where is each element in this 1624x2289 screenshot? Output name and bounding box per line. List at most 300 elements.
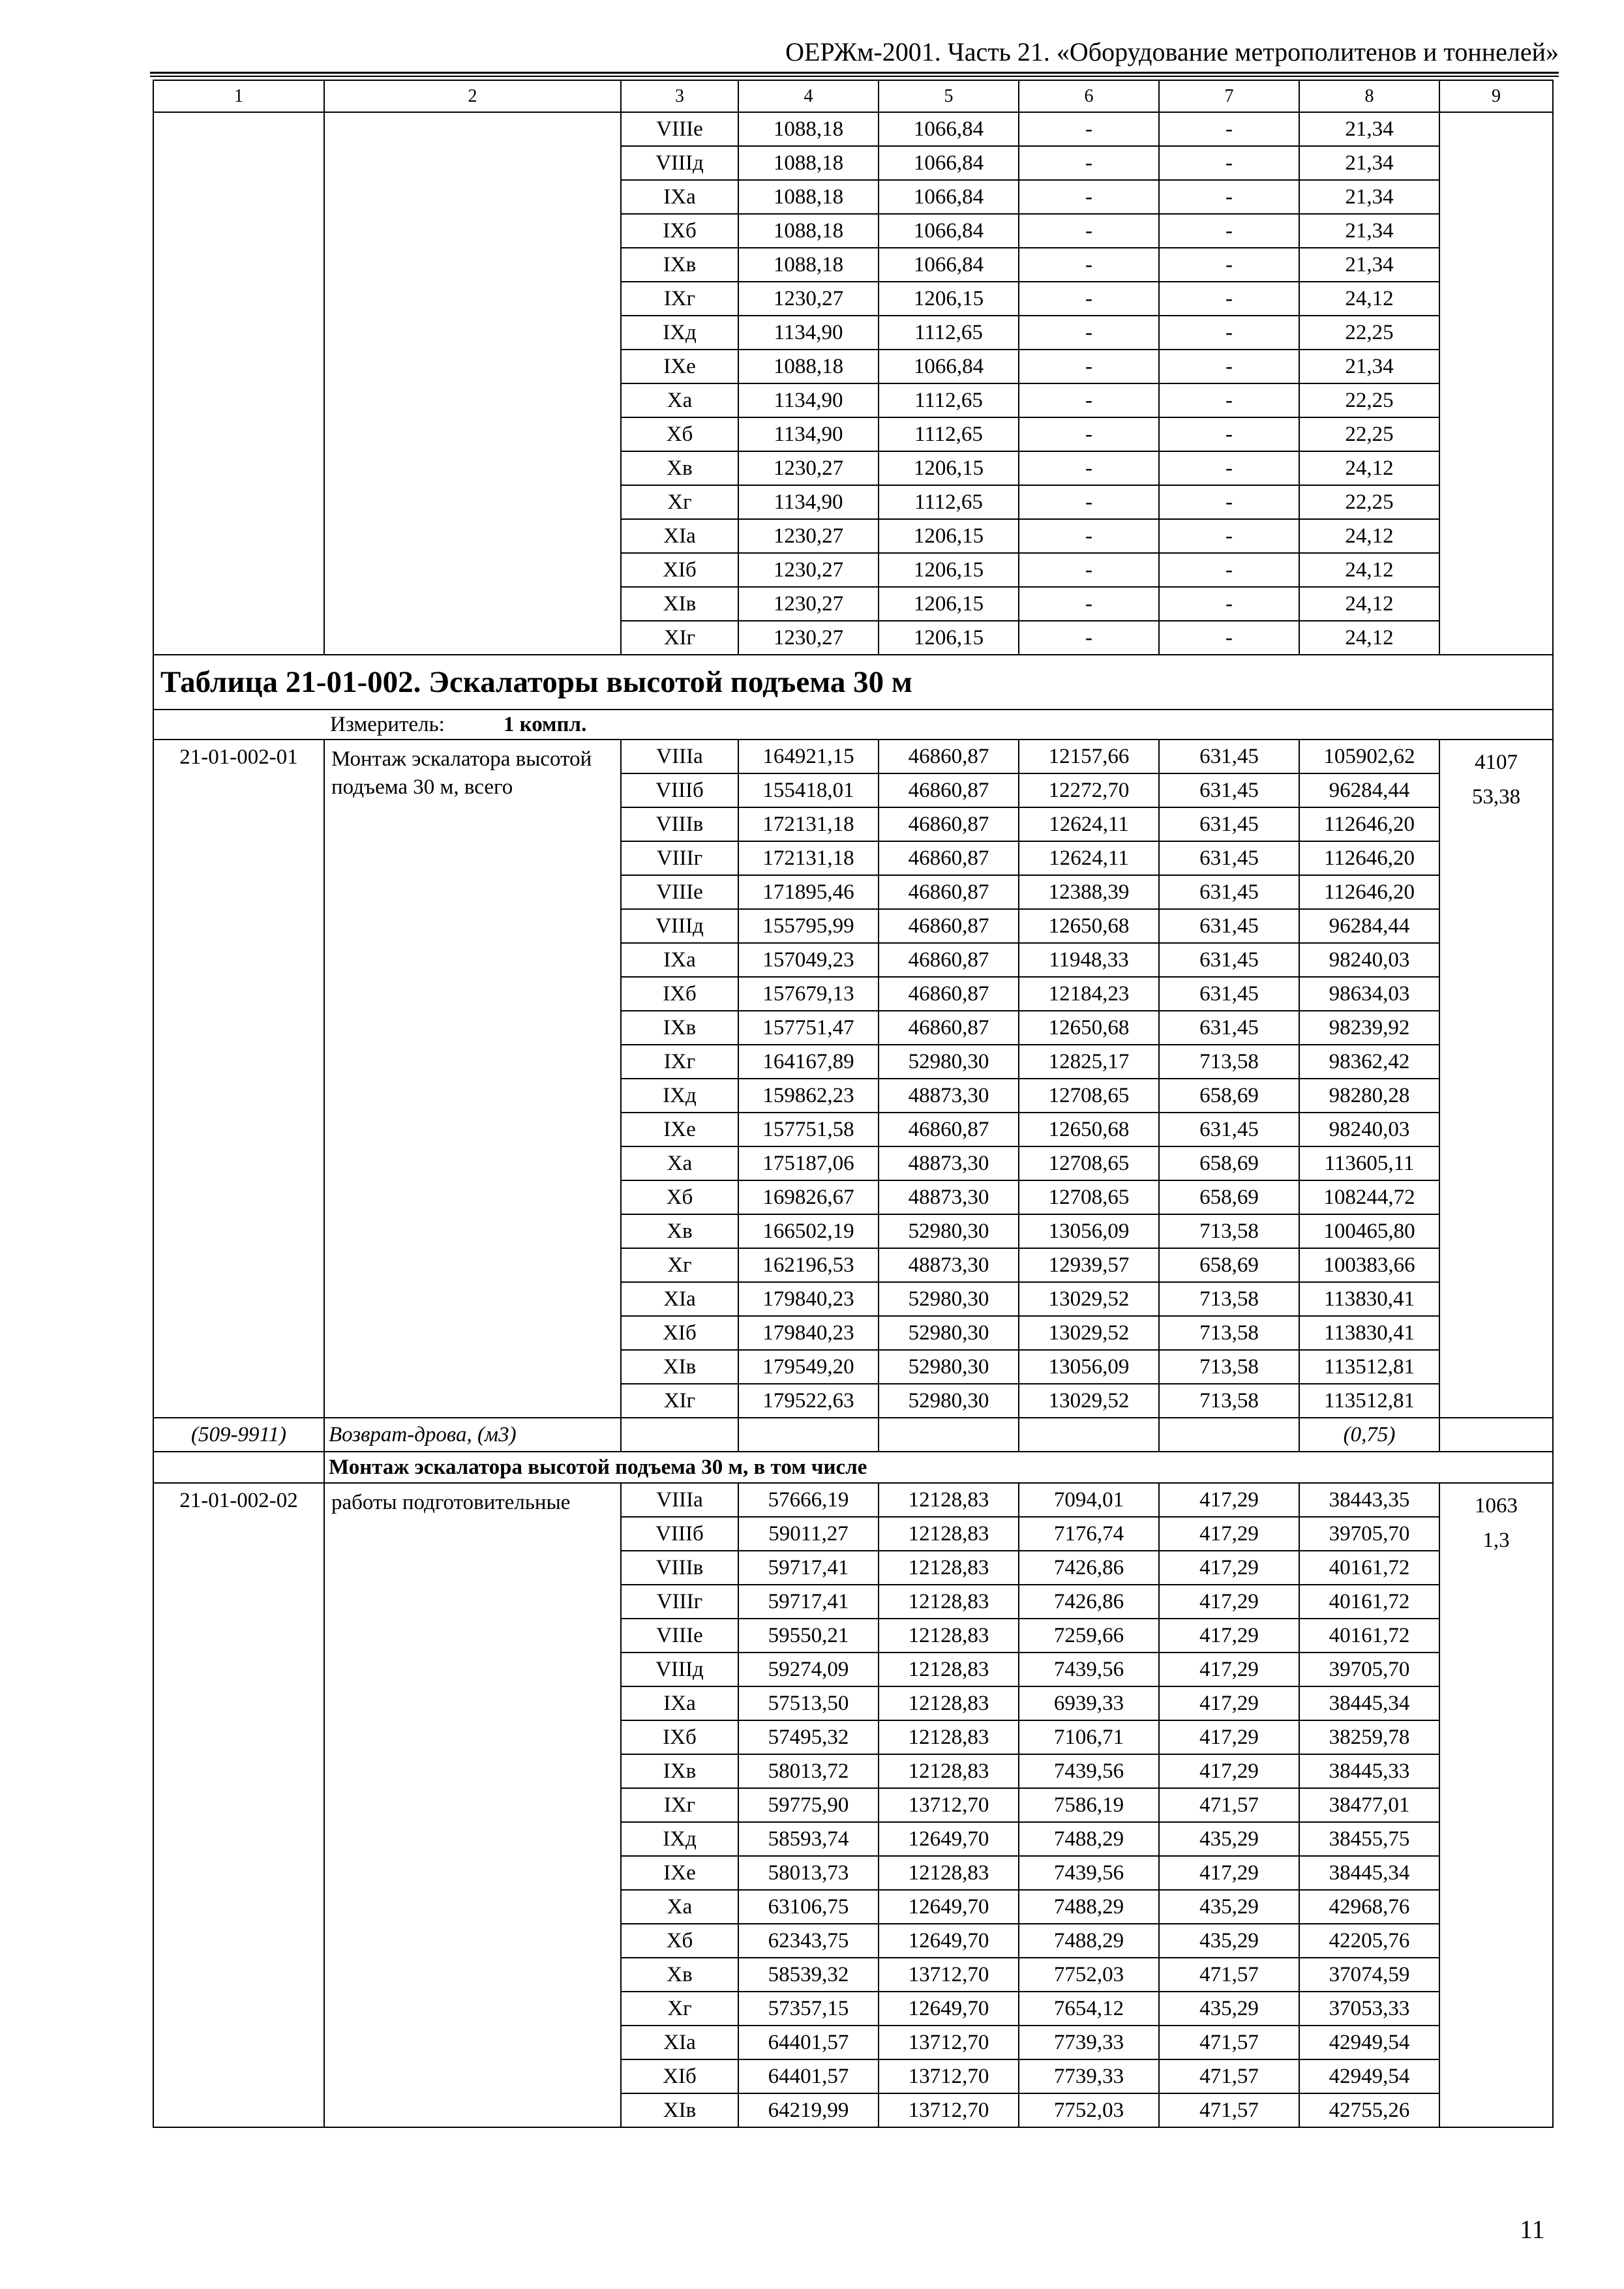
value-cell: 22,25	[1299, 417, 1439, 451]
value-cell: 1206,15	[879, 553, 1019, 587]
value-cell: 112646,20	[1299, 841, 1439, 875]
value-cell: 1134,90	[738, 417, 879, 451]
value-cell: 46860,87	[879, 943, 1019, 977]
zone-cell: VIIIа	[621, 740, 738, 773]
value-cell: 100383,66	[1299, 1248, 1439, 1282]
return-code: (509-9911)	[153, 1418, 324, 1452]
zone-cell: Xб	[621, 1180, 738, 1214]
value-cell: 13056,09	[1019, 1350, 1159, 1384]
value-cell: 37074,59	[1299, 1958, 1439, 1992]
value-cell: 24,12	[1299, 519, 1439, 553]
zone-cell: XIв	[621, 587, 738, 621]
value-cell: 46860,87	[879, 740, 1019, 773]
empty-cell	[1159, 1418, 1299, 1452]
value-cell: 417,29	[1159, 1619, 1299, 1653]
value-cell: 658,69	[1159, 1079, 1299, 1113]
value-cell: 64401,57	[738, 2059, 879, 2093]
value-cell: 59011,27	[738, 1517, 879, 1551]
value-cell: 21,34	[1299, 146, 1439, 180]
zone-cell: Xг	[621, 1992, 738, 2026]
value-cell: 417,29	[1159, 1686, 1299, 1720]
value-cell: 179522,63	[738, 1384, 879, 1418]
value-cell: 164921,15	[738, 740, 879, 773]
value-cell: 1112,65	[879, 417, 1019, 451]
col-header: 1	[153, 80, 324, 112]
value-cell: -	[1159, 451, 1299, 485]
value-cell: 179840,23	[738, 1282, 879, 1316]
col-header: 2	[324, 80, 621, 112]
value-cell: 159862,23	[738, 1079, 879, 1113]
zone-cell: Xв	[621, 1214, 738, 1248]
value-cell: 40161,72	[1299, 1551, 1439, 1585]
value-cell: 98239,92	[1299, 1011, 1439, 1045]
value-cell: 13029,52	[1019, 1316, 1159, 1350]
value-cell: 12624,11	[1019, 841, 1159, 875]
value-cell: 1112,65	[879, 383, 1019, 417]
value-cell: 46860,87	[879, 807, 1019, 841]
value-cell: 631,45	[1159, 740, 1299, 773]
value-cell: 179549,20	[738, 1350, 879, 1384]
value-cell: 98362,42	[1299, 1045, 1439, 1079]
zone-cell: Xа	[621, 1146, 738, 1180]
table-row	[153, 740, 1553, 773]
value-cell: 22,25	[1299, 485, 1439, 519]
value-cell: 46860,87	[879, 977, 1019, 1011]
value-cell: 22,25	[1299, 383, 1439, 417]
value-cell: -	[1019, 587, 1159, 621]
zone-cell: Xг	[621, 1248, 738, 1282]
value-cell: -	[1019, 112, 1159, 146]
header-rule-thin	[150, 76, 1559, 77]
value-cell: 48873,30	[879, 1079, 1019, 1113]
empty-cell	[1019, 1418, 1159, 1452]
value-cell: 1088,18	[738, 146, 879, 180]
value-cell: 12649,70	[879, 1992, 1019, 2026]
value-cell: 7586,19	[1019, 1788, 1159, 1822]
col-header: 7	[1159, 80, 1299, 112]
value-cell: 39705,70	[1299, 1517, 1439, 1551]
value-cell: 48873,30	[879, 1180, 1019, 1214]
description-cell: работы подготовительные	[324, 1483, 621, 2127]
value-cell: 42968,76	[1299, 1890, 1439, 1924]
table-row	[153, 112, 1553, 146]
value-cell: 98280,28	[1299, 1079, 1439, 1113]
value-cell: 169826,67	[738, 1180, 879, 1214]
zone-cell: IXе	[621, 1856, 738, 1890]
value-cell: 112646,20	[1299, 807, 1439, 841]
value-cell: 12157,66	[1019, 740, 1159, 773]
value-cell: -	[1019, 485, 1159, 519]
value-cell: 24,12	[1299, 553, 1439, 587]
value-cell: 113512,81	[1299, 1384, 1439, 1418]
value-cell: 417,29	[1159, 1653, 1299, 1686]
value-cell: 713,58	[1159, 1316, 1299, 1350]
value-cell: 52980,30	[879, 1316, 1019, 1350]
zone-cell: XIг	[621, 1384, 738, 1418]
value-cell: 1206,15	[879, 519, 1019, 553]
value-cell: 157751,58	[738, 1113, 879, 1146]
value-cell: 57357,15	[738, 1992, 879, 2026]
resource-value: 53,38	[1471, 785, 1521, 809]
zone-cell: IXг	[621, 1788, 738, 1822]
zone-cell: XIа	[621, 2026, 738, 2059]
value-cell: 1112,65	[879, 316, 1019, 350]
value-cell: 658,69	[1159, 1146, 1299, 1180]
value-cell: 7439,56	[1019, 1856, 1159, 1890]
value-cell: 22,25	[1299, 316, 1439, 350]
value-cell: 113830,41	[1299, 1316, 1439, 1350]
description-cell	[324, 112, 621, 655]
header-rule	[150, 72, 1559, 74]
zone-cell: Xа	[621, 1890, 738, 1924]
value-cell: 7739,33	[1019, 2059, 1159, 2093]
value-cell: 48873,30	[879, 1248, 1019, 1282]
zone-cell: IXа	[621, 943, 738, 977]
value-cell: 417,29	[1159, 1483, 1299, 1517]
value-cell: 12388,39	[1019, 875, 1159, 909]
value-cell: 24,12	[1299, 282, 1439, 316]
value-cell: -	[1159, 146, 1299, 180]
value-cell: 1230,27	[738, 621, 879, 655]
value-cell: 21,34	[1299, 248, 1439, 282]
zone-cell: Xа	[621, 383, 738, 417]
value-cell: 58593,74	[738, 1822, 879, 1856]
empty-cell	[1439, 1418, 1553, 1452]
value-cell: 57513,50	[738, 1686, 879, 1720]
value-cell: 13056,09	[1019, 1214, 1159, 1248]
zone-cell: VIIIд	[621, 1653, 738, 1686]
value-cell: 24,12	[1299, 621, 1439, 655]
value-cell: -	[1019, 180, 1159, 214]
value-cell: 713,58	[1159, 1350, 1299, 1384]
value-cell: 1206,15	[879, 587, 1019, 621]
value-cell: 172131,18	[738, 841, 879, 875]
value-cell: 471,57	[1159, 2093, 1299, 2127]
value-cell: 1066,84	[879, 112, 1019, 146]
value-cell: 171895,46	[738, 875, 879, 909]
zone-cell: IXе	[621, 350, 738, 383]
value-cell: 713,58	[1159, 1282, 1299, 1316]
resource-value: 4107	[1475, 751, 1518, 774]
value-cell: -	[1159, 383, 1299, 417]
zone-cell: IXв	[621, 1011, 738, 1045]
zone-cell: XIб	[621, 1316, 738, 1350]
zone-cell: VIIIв	[621, 807, 738, 841]
value-cell: 631,45	[1159, 977, 1299, 1011]
value-cell: 98240,03	[1299, 1113, 1439, 1146]
value-cell: -	[1019, 316, 1159, 350]
zone-cell: VIIIб	[621, 773, 738, 807]
value-cell: 113830,41	[1299, 1282, 1439, 1316]
value-cell: 1134,90	[738, 485, 879, 519]
value-cell: 12939,57	[1019, 1248, 1159, 1282]
zone-cell: IXг	[621, 1045, 738, 1079]
value-cell: 42205,76	[1299, 1924, 1439, 1958]
value-cell: 98240,03	[1299, 943, 1439, 977]
table-title: Таблица 21-01-002. Эскалаторы высотой подъема 30 м	[153, 655, 1553, 710]
value-cell: 96284,44	[1299, 909, 1439, 943]
value-cell: 12128,83	[879, 1754, 1019, 1788]
value-cell: 162196,53	[738, 1248, 879, 1282]
column-number-row	[153, 80, 1553, 112]
value-cell: 12708,65	[1019, 1079, 1159, 1113]
zone-cell: XIб	[621, 553, 738, 587]
value-cell: 1088,18	[738, 180, 879, 214]
value-cell: 1088,18	[738, 214, 879, 248]
value-cell: 39705,70	[1299, 1653, 1439, 1686]
value-cell: -	[1159, 519, 1299, 553]
value-cell: 12128,83	[879, 1856, 1019, 1890]
value-cell: 1066,84	[879, 214, 1019, 248]
value-cell: 38443,35	[1299, 1483, 1439, 1517]
value-cell: 13029,52	[1019, 1282, 1159, 1316]
value-cell: 12649,70	[879, 1924, 1019, 1958]
value-cell: 7739,33	[1019, 2026, 1159, 2059]
value-cell: -	[1159, 112, 1299, 146]
value-cell: 58013,72	[738, 1754, 879, 1788]
zone-cell: IXе	[621, 1113, 738, 1146]
zone-cell: VIIIг	[621, 841, 738, 875]
value-cell: 631,45	[1159, 943, 1299, 977]
zone-cell: VIIIе	[621, 1619, 738, 1653]
value-cell: 21,34	[1299, 112, 1439, 146]
value-cell: 12128,83	[879, 1686, 1019, 1720]
value-cell: 471,57	[1159, 1788, 1299, 1822]
return-row	[153, 1418, 1553, 1452]
value-cell: -	[1019, 248, 1159, 282]
value-cell: 7106,71	[1019, 1720, 1159, 1754]
zone-cell: IXб	[621, 1720, 738, 1754]
value-cell: 38445,34	[1299, 1686, 1439, 1720]
page-number: 11	[1520, 2215, 1545, 2244]
value-cell: 42755,26	[1299, 2093, 1439, 2127]
value-cell: 105902,62	[1299, 740, 1439, 773]
value-cell: 155418,01	[738, 773, 879, 807]
zone-cell: VIIIе	[621, 875, 738, 909]
value-cell: 12128,83	[879, 1619, 1019, 1653]
value-cell: 59717,41	[738, 1551, 879, 1585]
value-cell: 42949,54	[1299, 2026, 1439, 2059]
zone-cell: XIг	[621, 621, 738, 655]
value-cell: -	[1019, 451, 1159, 485]
value-cell: 12708,65	[1019, 1180, 1159, 1214]
value-cell: 98634,03	[1299, 977, 1439, 1011]
value-cell: 12128,83	[879, 1653, 1019, 1686]
value-cell: 1230,27	[738, 451, 879, 485]
value-cell: 12128,83	[879, 1551, 1019, 1585]
value-cell: 12624,11	[1019, 807, 1159, 841]
value-cell: 435,29	[1159, 1822, 1299, 1856]
description-cell: Монтаж эскалатора высотой подъема 30 м, всего	[324, 740, 621, 1418]
value-cell: 24,12	[1299, 451, 1439, 485]
value-cell: 166502,19	[738, 1214, 879, 1248]
col-header: 3	[621, 80, 738, 112]
value-cell: 631,45	[1159, 1113, 1299, 1146]
value-cell: 6939,33	[1019, 1686, 1159, 1720]
zone-cell: XIб	[621, 2059, 738, 2093]
value-cell: 1134,90	[738, 383, 879, 417]
zone-cell: Xг	[621, 485, 738, 519]
value-cell: 52980,30	[879, 1214, 1019, 1248]
value-cell: 1066,84	[879, 350, 1019, 383]
value-cell: 1088,18	[738, 350, 879, 383]
value-cell: 713,58	[1159, 1045, 1299, 1079]
value-cell: 471,57	[1159, 2059, 1299, 2093]
value-cell: 417,29	[1159, 1720, 1299, 1754]
value-cell: 12649,70	[879, 1890, 1019, 1924]
table-row	[153, 1483, 1553, 1517]
value-cell: 38445,34	[1299, 1856, 1439, 1890]
table-title-row	[153, 655, 1553, 710]
zone-cell: IXв	[621, 1754, 738, 1788]
value-cell: 631,45	[1159, 1011, 1299, 1045]
value-cell: 7439,56	[1019, 1754, 1159, 1788]
value-cell: -	[1159, 553, 1299, 587]
value-cell: 713,58	[1159, 1384, 1299, 1418]
value-cell: 52980,30	[879, 1350, 1019, 1384]
value-cell: 59274,09	[738, 1653, 879, 1686]
zone-cell: VIIIа	[621, 1483, 738, 1517]
unit-row	[153, 710, 1553, 740]
value-cell: 58539,32	[738, 1958, 879, 1992]
value-cell: 7488,29	[1019, 1924, 1159, 1958]
value-cell: 417,29	[1159, 1517, 1299, 1551]
value-cell: 1230,27	[738, 519, 879, 553]
value-cell: 12272,70	[1019, 773, 1159, 807]
value-cell: 435,29	[1159, 1924, 1299, 1958]
value-cell: 471,57	[1159, 2026, 1299, 2059]
value-cell: 12825,17	[1019, 1045, 1159, 1079]
value-cell: 63106,75	[738, 1890, 879, 1924]
value-cell: 417,29	[1159, 1856, 1299, 1890]
value-cell: 58013,73	[738, 1856, 879, 1890]
return-value: (0,75)	[1299, 1418, 1439, 1452]
empty-cell	[879, 1418, 1019, 1452]
value-cell: 48873,30	[879, 1146, 1019, 1180]
value-cell: 59717,41	[738, 1585, 879, 1619]
value-cell: 658,69	[1159, 1248, 1299, 1282]
value-cell: 155795,99	[738, 909, 879, 943]
col-header: 4	[738, 80, 879, 112]
value-cell: -	[1019, 350, 1159, 383]
value-cell: 13712,70	[879, 1788, 1019, 1822]
value-cell: -	[1159, 417, 1299, 451]
unit-value: 1 компл.	[503, 713, 587, 736]
zone-cell: VIIIд	[621, 146, 738, 180]
value-cell: -	[1159, 485, 1299, 519]
value-cell: 631,45	[1159, 773, 1299, 807]
value-cell: 40161,72	[1299, 1585, 1439, 1619]
value-cell: 7752,03	[1019, 2093, 1159, 2127]
value-cell: -	[1159, 350, 1299, 383]
value-cell: 113512,81	[1299, 1350, 1439, 1384]
value-cell: 11948,33	[1019, 943, 1159, 977]
value-cell: 417,29	[1159, 1754, 1299, 1788]
zone-cell: XIв	[621, 2093, 738, 2127]
value-cell: 12184,23	[1019, 977, 1159, 1011]
value-cell: 59775,90	[738, 1788, 879, 1822]
value-cell: 38445,33	[1299, 1754, 1439, 1788]
value-cell: 13712,70	[879, 2093, 1019, 2127]
code-cell: 21-01-002-01	[153, 740, 324, 1418]
zone-cell: Xв	[621, 451, 738, 485]
value-cell: 7439,56	[1019, 1653, 1159, 1686]
zone-cell: XIв	[621, 1350, 738, 1384]
value-cell: 21,34	[1299, 350, 1439, 383]
value-cell: 38455,75	[1299, 1822, 1439, 1856]
value-cell: 7752,03	[1019, 1958, 1159, 1992]
value-cell: 37053,33	[1299, 1992, 1439, 2026]
col-header: 6	[1019, 80, 1159, 112]
zone-cell: IXа	[621, 1686, 738, 1720]
value-cell: -	[1159, 316, 1299, 350]
value-cell: 12650,68	[1019, 1011, 1159, 1045]
value-cell: 7094,01	[1019, 1483, 1159, 1517]
value-cell: -	[1019, 383, 1159, 417]
value-cell: -	[1019, 214, 1159, 248]
value-cell: -	[1159, 587, 1299, 621]
value-cell: 631,45	[1159, 875, 1299, 909]
unit-label: Измеритель:	[330, 713, 445, 736]
value-cell: 46860,87	[879, 1113, 1019, 1146]
value-cell: 435,29	[1159, 1992, 1299, 2026]
zone-cell: VIIIг	[621, 1585, 738, 1619]
value-cell: 435,29	[1159, 1890, 1299, 1924]
resource-value: 1063	[1475, 1494, 1518, 1518]
value-cell: 1088,18	[738, 112, 879, 146]
value-cell: 7488,29	[1019, 1822, 1159, 1856]
code-cell: 21-01-002-02	[153, 1483, 324, 2127]
value-cell: 46860,87	[879, 1011, 1019, 1045]
value-cell: -	[1159, 621, 1299, 655]
value-cell: 417,29	[1159, 1585, 1299, 1619]
unit-cell	[153, 710, 1553, 740]
value-cell: 62343,75	[738, 1924, 879, 1958]
value-cell: 1066,84	[879, 180, 1019, 214]
value-cell: 21,34	[1299, 180, 1439, 214]
value-cell: 1230,27	[738, 553, 879, 587]
value-cell: 46860,87	[879, 875, 1019, 909]
value-cell: 12708,65	[1019, 1146, 1159, 1180]
value-cell: 52980,30	[879, 1045, 1019, 1079]
zone-cell: IXг	[621, 282, 738, 316]
zone-cell: IXб	[621, 977, 738, 1011]
value-cell: 38259,78	[1299, 1720, 1439, 1754]
value-cell: 172131,18	[738, 807, 879, 841]
value-cell: 12128,83	[879, 1585, 1019, 1619]
return-description: Возврат-дрова, (м3)	[324, 1418, 621, 1452]
resource-value: 1,3	[1482, 1529, 1510, 1552]
code-cell	[153, 112, 324, 655]
empty-cell	[738, 1418, 879, 1452]
value-cell: 7654,12	[1019, 1992, 1159, 2026]
zone-cell: IXд	[621, 316, 738, 350]
zone-cell: IXа	[621, 180, 738, 214]
value-cell: 96284,44	[1299, 773, 1439, 807]
empty-cell	[153, 1452, 324, 1483]
value-cell: 13712,70	[879, 2026, 1019, 2059]
value-cell: 417,29	[1159, 1551, 1299, 1585]
value-cell: 13712,70	[879, 2059, 1019, 2093]
value-cell: -	[1159, 214, 1299, 248]
value-cell: 1066,84	[879, 248, 1019, 282]
zone-cell: VIIIб	[621, 1517, 738, 1551]
value-cell: 12128,83	[879, 1720, 1019, 1754]
value-cell: 713,58	[1159, 1214, 1299, 1248]
value-cell: -	[1159, 248, 1299, 282]
zone-cell: IXд	[621, 1079, 738, 1113]
value-cell: 52980,30	[879, 1384, 1019, 1418]
